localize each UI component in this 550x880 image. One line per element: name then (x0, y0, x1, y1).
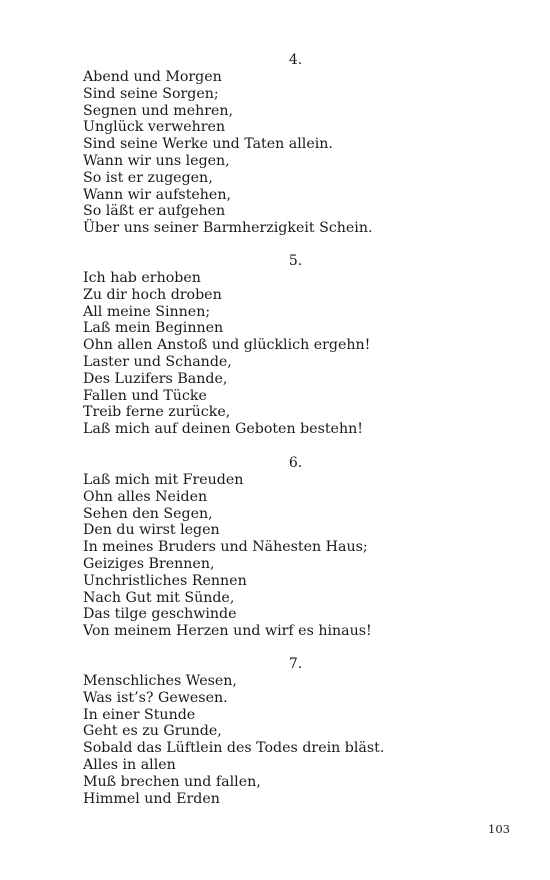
verse-line: Laß mich auf deinen Geboten bestehn! (83, 421, 363, 438)
verse-line: Was ist’s? Gewesen. (83, 689, 228, 706)
verse-line: Unchristliches Rennen (83, 572, 247, 589)
verse-line: In meines Bruders und Nähesten Haus; (83, 539, 368, 556)
verse-line: Sobald das Lüftlein des Todes drein bläst. (83, 740, 385, 757)
verse-line: Abend und Morgen (83, 69, 222, 85)
verse-line: Ohn allen Anstoß und glücklich ergehn! (83, 337, 371, 354)
verse-line: Fallen und Tücke (83, 387, 207, 404)
stanza-number: 4. (288, 52, 303, 68)
verse-line: Laß mich mit Freuden (83, 472, 244, 488)
verse-line: Alles in allen (83, 756, 176, 773)
page-number: 103 (488, 822, 510, 836)
verse-line: Von meinem Herzen und wirf es hinaus! (83, 623, 372, 640)
verse-line: Zu dir hoch droben (83, 286, 222, 303)
stanza-number: 6. (288, 455, 303, 471)
verse-line: Wann wir uns legen, (83, 152, 230, 169)
verse-line: Des Luzifers Bande, (83, 370, 228, 387)
verse-line: Den du wirst legen (83, 522, 220, 539)
verse-line: Himmel und Erden (83, 790, 220, 807)
verse-line: Segnen und mehren, (83, 102, 234, 119)
verse-line: Wann wir aufstehen, (83, 186, 231, 203)
stanza-number: 5. (288, 253, 303, 269)
verse-line: Sind seine Sorgen; (83, 85, 219, 102)
stanza-6 (83, 455, 503, 640)
stanza-4 (83, 52, 503, 237)
verse-line: Sind seine Werke und Taten allein. (83, 136, 333, 153)
stanza-5 (83, 253, 503, 438)
verse-line: Ohn alles Neiden (83, 488, 208, 505)
stanza-number: 7. (288, 656, 303, 672)
verse-line: Über uns seiner Barmherzigkeit Schein. (83, 220, 373, 237)
verse-line: In einer Stunde (83, 706, 196, 723)
verse-line: Ich hab erhoben (83, 270, 201, 286)
verse-line: Treib ferne zurücke, (83, 404, 231, 421)
verse-line: Das tilge geschwinde (83, 606, 237, 623)
verse-line: Sehen den Segen, (83, 505, 213, 522)
verse-line: All meine Sinnen; (83, 303, 211, 320)
verse-line: Geht es zu Grunde, (83, 723, 222, 740)
stanza-7 (83, 656, 503, 807)
verse-line: Unglück verwehren (83, 119, 226, 136)
verse-line: Laß mein Beginnen (83, 320, 224, 337)
verse-line: So ist er zugegen, (83, 169, 213, 186)
verse-line: Geiziges Brennen, (83, 555, 215, 572)
verse-line: Muß brechen und fallen, (83, 773, 261, 790)
verse-line: So läßt er aufgehen (83, 203, 226, 220)
verse-line: Nach Gut mit Sünde, (83, 589, 235, 606)
verse-line: Laster und Schande, (83, 353, 232, 370)
verse-line: Menschliches Wesen, (83, 673, 237, 689)
